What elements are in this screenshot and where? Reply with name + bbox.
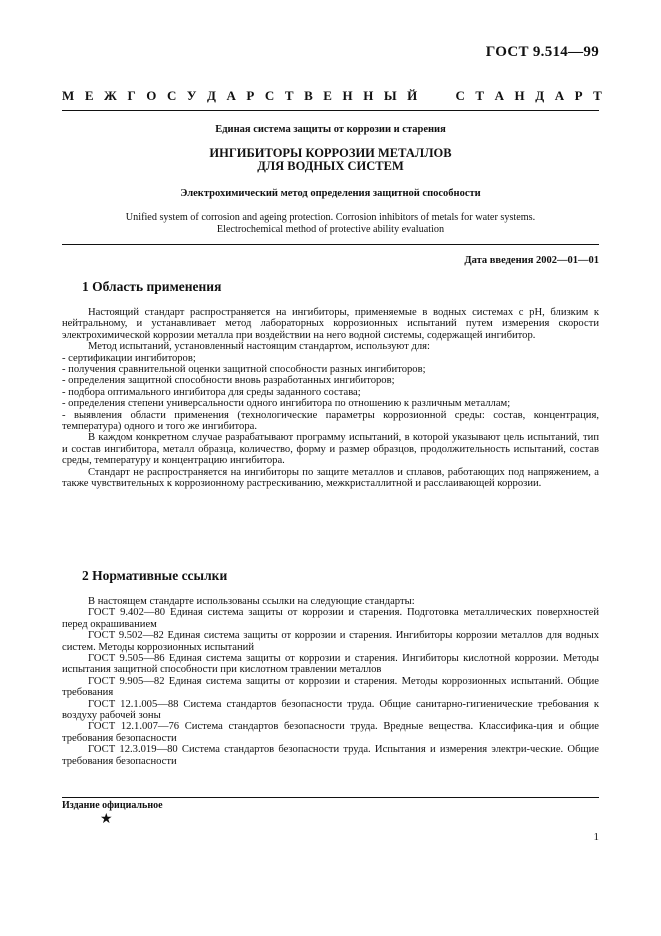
paragraph: Настоящий стандарт распространяется на ингибиторы, применяемые в водных системах с pH, близким к нейтральному, и устанавливает метод лабораторных коррозионных испытаний путем измерения скорости электрохимической коррозии металла при воздействии на него водной системы, содержащей ингибитор. xyxy=(62,307,599,341)
reference-item: ГОСТ 12.1.005—88 Система стандартов безопасности труда. Общие санитарно-гигиенические требования к воздуху рабочей зоны xyxy=(62,698,599,722)
banner-letter: Н xyxy=(514,88,525,103)
reference-item: ГОСТ 9.905—82 Единая система защиты от коррозии и старения. Методы коррозионных испытаний. Общие требования xyxy=(62,675,599,699)
banner-letter: А xyxy=(494,88,504,103)
section-1-heading: 1 Область применения xyxy=(82,279,222,294)
top-rule xyxy=(62,110,599,111)
section-2-heading: 2 Нормативные ссылки xyxy=(82,568,228,583)
footer-rule xyxy=(62,797,599,798)
banner-letter: Е xyxy=(84,88,94,103)
method-subtitle: Электрохимический метод определения защитной способности xyxy=(180,188,481,199)
banner-letter xyxy=(442,88,445,104)
banner-letter: Е xyxy=(323,88,332,103)
banner-letter: Д xyxy=(535,88,545,103)
banner-letter xyxy=(428,88,431,104)
banner-letter: М xyxy=(62,88,75,103)
banner-letter: А xyxy=(554,88,565,103)
banner-letter: С xyxy=(166,88,177,103)
banner-letter: Г xyxy=(127,88,136,103)
list-item: - получения сравнительной оценки защитной способности разных ингибиторов; xyxy=(62,364,426,376)
banner-letter: Н xyxy=(363,88,374,103)
paragraph: В каждом конкретном случае разрабатывают программу испытаний, в которой указывают цель испытаний, тип и состав ингибитора, металл образца, количество, форму и размер образцов, продолжительность испытаний, состав среды, температуру и концентрацию ингибитора. xyxy=(62,432,599,467)
banner-letter: Т xyxy=(475,88,485,103)
list-item: - сертификации ингибиторов; xyxy=(62,352,196,364)
english-title-line-2: Electrochemical method of protective ability evaluation xyxy=(216,224,445,235)
title-line-1: ИНГИБИТОРЫ КОРРОЗИИ МЕТАЛЛОВ xyxy=(209,146,452,160)
banner-letter: Р xyxy=(246,88,255,103)
section-2-body xyxy=(62,596,599,767)
page-number: 1 xyxy=(593,831,599,843)
section-1-body xyxy=(62,307,599,490)
edition-label: Издание официальное xyxy=(62,800,163,811)
banner-letter: С xyxy=(455,88,465,103)
banner-letter: Ы xyxy=(383,88,397,103)
banner-letter: С xyxy=(264,88,275,103)
banner-letter: Д xyxy=(206,88,216,103)
reference-item: ГОСТ 9.402—80 Единая система защиты от коррозии и старения. Подготовка металлических поверхностей перед окрашиванием xyxy=(62,607,599,630)
banner-letter: Й xyxy=(407,88,418,103)
english-title xyxy=(62,212,599,236)
english-title-line-1: Unified system of corrosion and ageing protection. Corrosion inhibitors of metals for water systems. xyxy=(125,212,536,223)
paragraph: Метод испытаний, установленный настоящим стандартом, используют для: xyxy=(88,341,430,353)
banner-letter: У xyxy=(186,88,197,103)
reference-item: ГОСТ 9.502—82 Единая система защиты от коррозии и старения. Ингибиторы коррозии металлов для водных систем. Методы коррозионных испытаний xyxy=(62,630,599,653)
reference-item: ГОСТ 12.1.007—76 Система стандартов безопасности труда. Вредные вещества. Классифика-ция и общие требования безопасности xyxy=(62,721,599,744)
banner-letter: О xyxy=(146,88,157,103)
reference-item: ГОСТ 9.505—86 Единая система защиты от коррозии и старения. Ингибиторы кислотной коррозии. Методы испытания защитной способности при кислотном травлении металлов xyxy=(62,653,599,676)
banner-letter: Ж xyxy=(104,88,117,103)
banner-letter: Т xyxy=(593,88,602,103)
banner-letter: Р xyxy=(574,88,583,103)
title-line-2: ДЛЯ ВОДНЫХ СИСТЕМ xyxy=(257,158,404,173)
banner-letter: Т xyxy=(284,88,294,103)
reference-item: ГОСТ 12.3.019—80 Система стандартов безопасности труда. Испытания и измерения электри-ческие. Общие требования безопасности xyxy=(62,744,599,767)
title-rule xyxy=(62,244,599,245)
banner-letter: В xyxy=(304,88,313,103)
list-item: - выявления области применения (технологические параметры коррозионной среды: состав, концентрация, температура) одного и того же ингибитора. xyxy=(62,409,599,433)
document-id: ГОСТ 9.514—99 xyxy=(485,44,599,60)
banner-letter: А xyxy=(226,88,236,103)
list-item: - определения защитной способности вновь разработанных ингибиторов; xyxy=(62,375,395,387)
banner-letter: Н xyxy=(342,88,353,103)
paragraph: В настоящем стандарте использованы ссылки на следующие стандарты: xyxy=(88,596,415,607)
system-subtitle: Единая система защиты от коррозии и старения xyxy=(215,124,446,135)
star-icon: ★ xyxy=(100,812,113,827)
standard-banner xyxy=(62,88,602,104)
list-item: - подбора оптимального ингибитора для среды заданного состава; xyxy=(62,386,361,398)
paragraph: Стандарт не распространяется на ингибиторы по защите металлов и сплавов, работающих под напряжением, а также чувствительных к коррозионному растрескиванию, межкристаллитной и расслаивающей коррозии. xyxy=(62,466,599,490)
introduction-date: Дата введения 2002—01—01 xyxy=(464,255,599,266)
list-item: - определения степени универсальности одного ингибитора по отношению к различным металлам; xyxy=(62,398,511,410)
document-title xyxy=(62,147,599,172)
